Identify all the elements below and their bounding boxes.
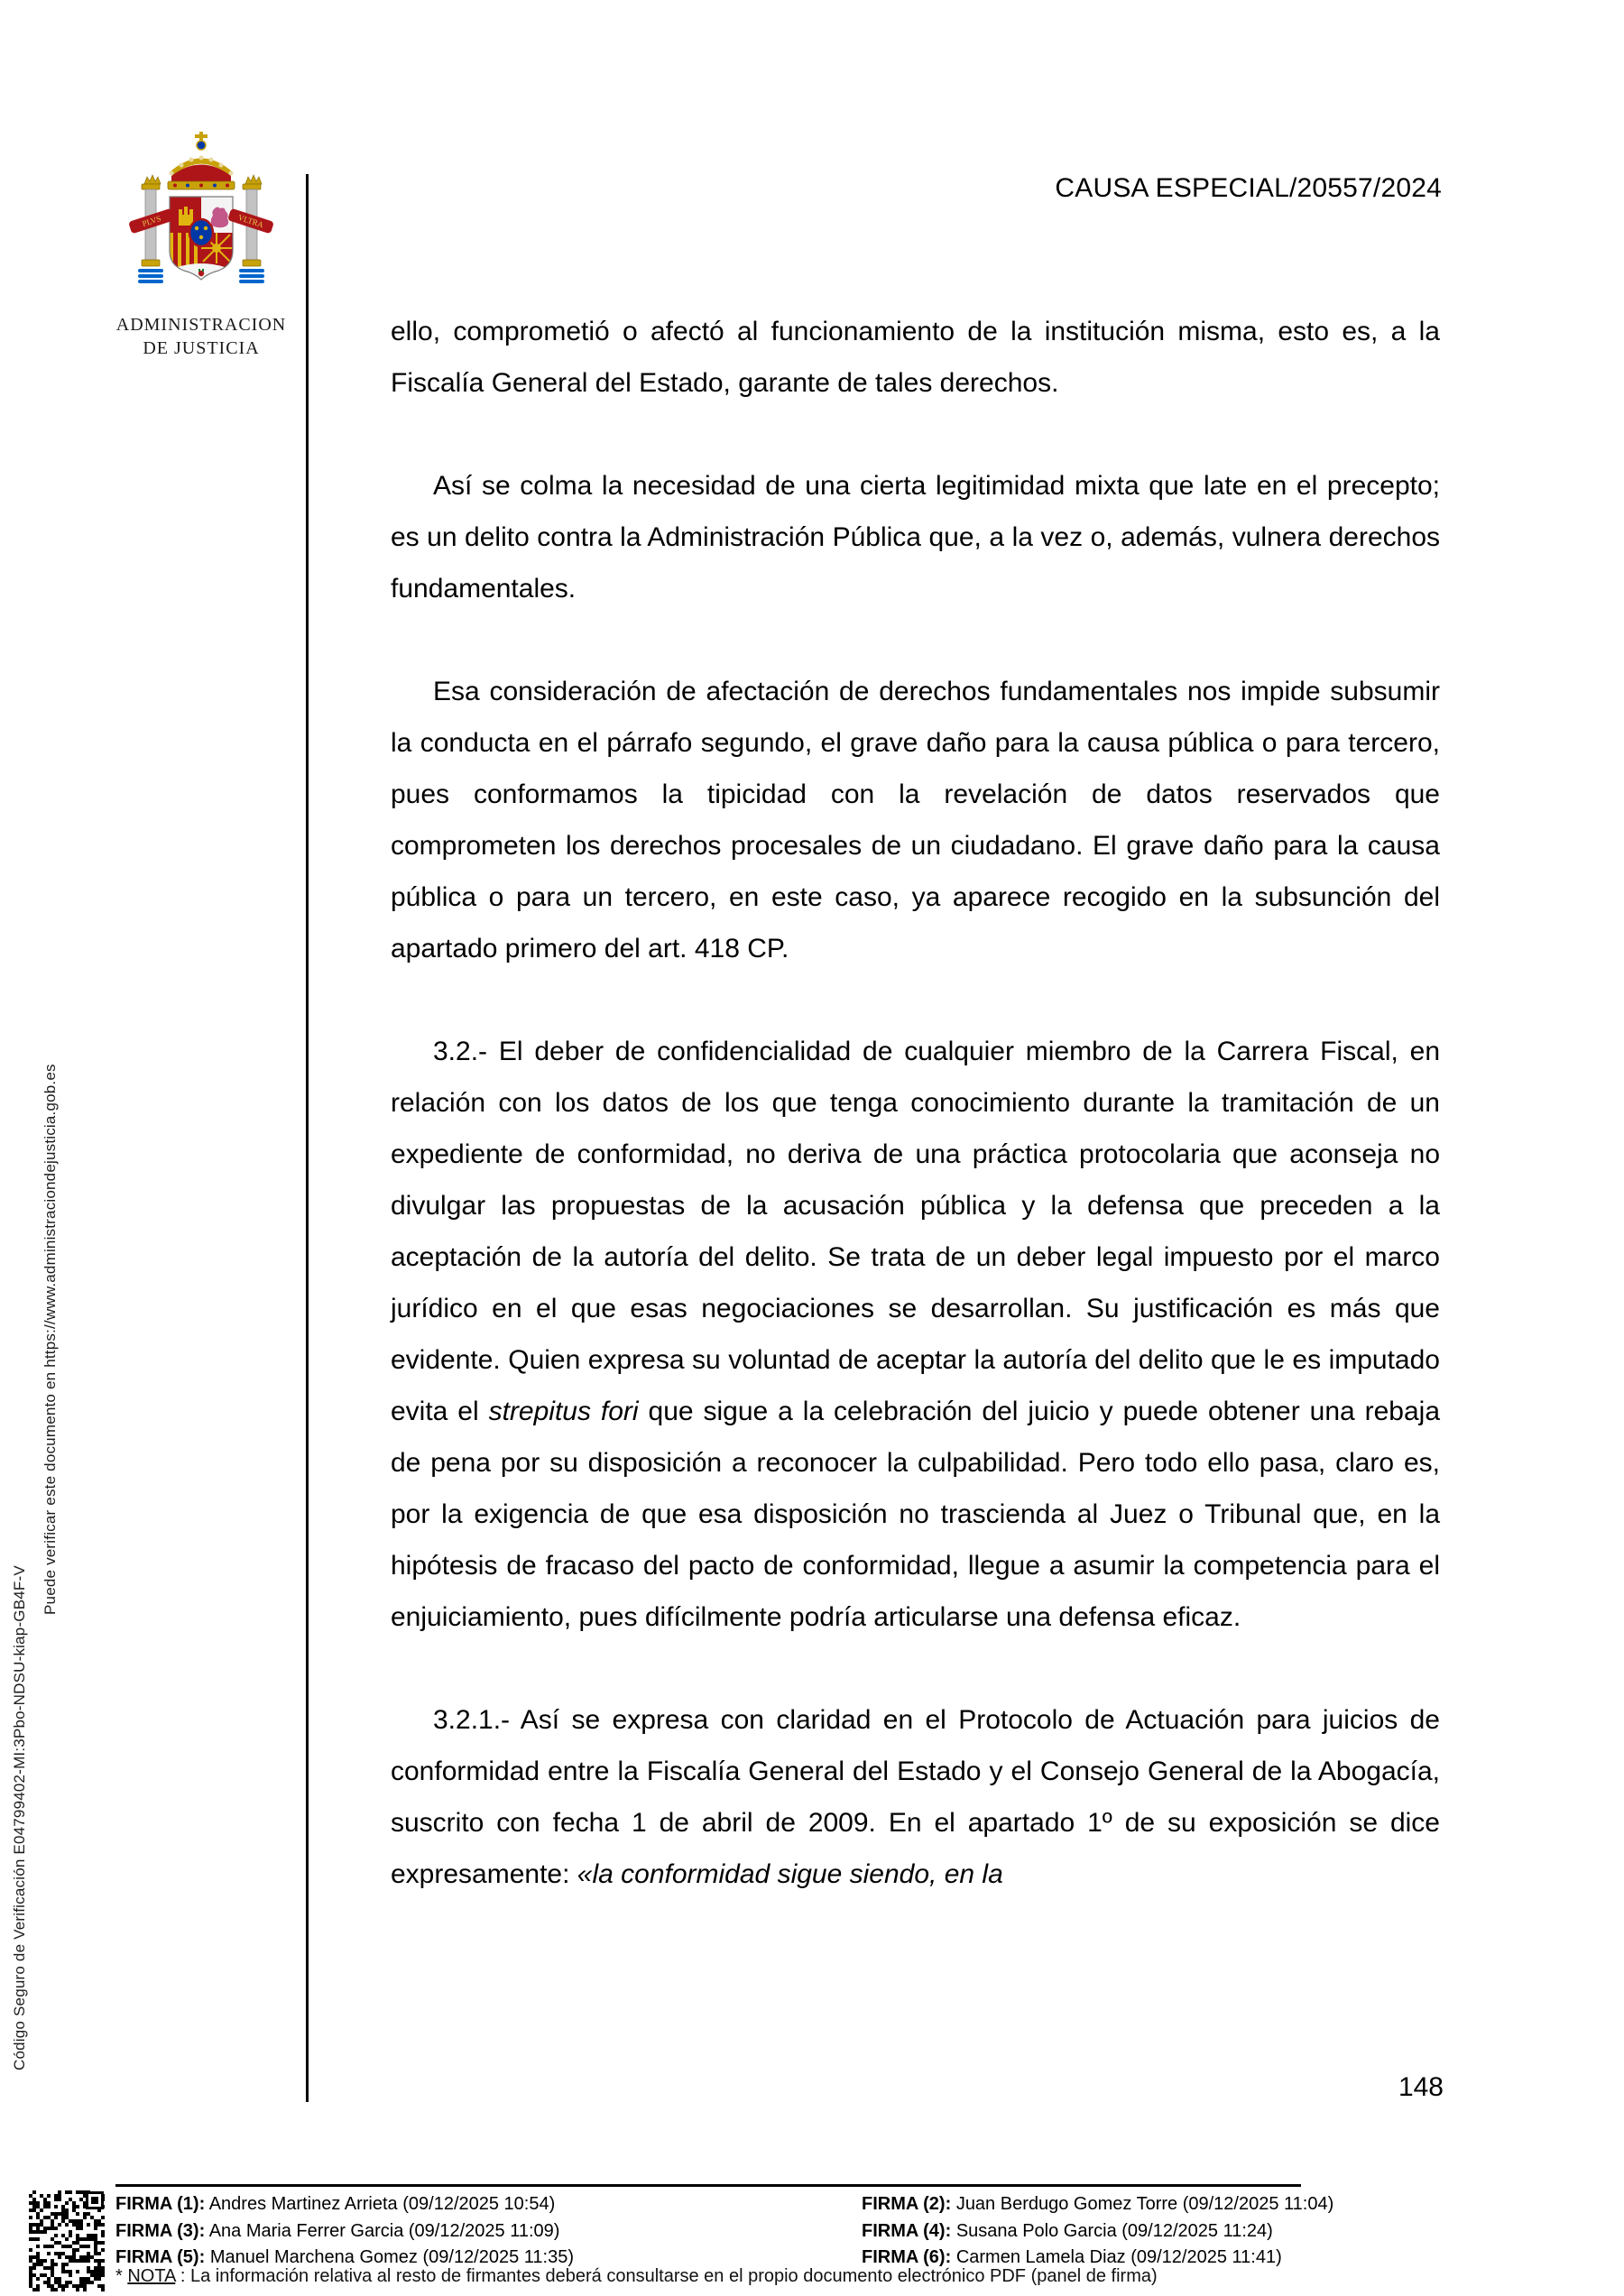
signature-1-value: Andres Martinez Arrieta (09/12/2025 10:54) (208, 2194, 556, 2214)
royal-crown (168, 132, 235, 189)
paragraph-5 (391, 1694, 1440, 1900)
signature-6-value: Carmen Lamela Diaz (09/12/2025 11:41) (955, 2247, 1282, 2267)
case-reference: CAUSA ESPECIAL/20557/2024 (1055, 173, 1442, 203)
qr-code (29, 2190, 105, 2291)
signature-3-label: FIRMA (3): (115, 2220, 206, 2241)
paragraph-4-text-a: 3.2.- El deber de confidencialidad de cualquier miembro de la Carrera Fiscal, en relación con los datos de los que tenga conocimiento durante la tramitación de un expediente de conformidad, no deriva de una práctica protocolaria que aconseja no divulgar las propuestas de la acusación pública y la defensa que preceden a la aceptación de la autoría del delito. Se trata de un deber legal impuesto por el marco jurídico en el que esas negociaciones se desarrollan. Su justificación es más que evidente. Quien expresa su voluntad de aceptar la autoría del delito que le es imputado evita el (391, 1037, 1440, 1426)
document-body (391, 306, 1440, 1951)
paragraph-2 (391, 460, 1440, 614)
footer-note-label: NOTA (127, 2266, 176, 2286)
signature-5-label: FIRMA (5): (115, 2247, 206, 2267)
footer-divider (115, 2184, 1301, 2187)
footer-note (115, 2266, 1158, 2287)
paragraph-1-text: ello, comprometió o afectó al funcionamiento de la institución misma, esto es, a la Fiscalía General del Estado, garante de tales derechos. (391, 317, 1440, 398)
paragraph-1 (391, 306, 1440, 409)
shield (170, 197, 233, 285)
secure-verification-code: Código Seguro de Verificación E04799402-MI:3Pbo-NDSU-kiap-GB4F-V (11, 1565, 28, 2070)
signature-3-value: Ana Maria Ferrer Garcia (09/12/2025 11:09) (208, 2220, 560, 2241)
signature-4-value: Susana Polo Garcia (09/12/2025 11:24) (955, 2220, 1273, 2241)
paragraph-4-latin-term: strepitus fori (488, 1397, 639, 1426)
qr-finder-pattern (86, 2191, 104, 2209)
signature-1-label: FIRMA (1): (115, 2194, 206, 2214)
margin-divider-line (306, 174, 309, 2102)
signature-2-label: FIRMA (2): (862, 2194, 952, 2214)
footer-note-text: : La información relativa al resto de firmantes deberá consultarse en el propio documento electrónico PDF (panel de firma) (175, 2266, 1158, 2286)
signature-4-label: FIRMA (4): (862, 2220, 952, 2241)
paragraph-2-text: Así se colma la necesidad de una cierta legitimidad mixta que late en el precepto; es un delito contra la Administración Pública que, a la vez o, además, vulnera derechos fundamentales. (391, 471, 1440, 604)
signature-block (115, 2191, 1613, 2272)
paragraph-3-text: Esa consideración de afectación de derechos fundamentales nos impide subsumir la conducta en el párrafo segundo, el grave daño para la causa pública o para tercero, pues conformamos la tipicidad con la revelación de datos reservados que comprometen los derechos procesales de un ciudadano. El grave daño para la causa pública o para un tercero, en este caso, ya aparece recogido en la subsunción del apartado primero del art. 418 CP. (391, 677, 1440, 964)
justice-emblem (106, 132, 296, 359)
paragraph-4-text-b: que sigue a la celebración del juicio y puede obtener una rebaja de pena por su disposición a reconocer la culpabilidad. Pero todo ello pasa, claro es, por la exigencia de que esa disposición no trascienda al Juez o Tribunal que, en la hipótesis de fracaso del pacto de conformidad, llegue a asumir la competencia para el enjuiciamiento, pues difícilmente podría articularse una defensa eficaz. (391, 1397, 1441, 1632)
signature-entry-1 (115, 2191, 862, 2218)
signature-entry-3 (115, 2218, 862, 2245)
paragraph-5-quote: «la conformidad sigue siendo, en la (577, 1859, 1003, 1889)
footer-note-prefix: * (115, 2266, 128, 2286)
motto-left-label: PLVS (141, 213, 162, 229)
spain-coat-of-arms-icon (124, 132, 279, 312)
paragraph-3 (391, 666, 1440, 974)
paragraph-5-text: 3.2.1.- Así se expresa con claridad en el Protocolo de Actuación para juicios de conformidad entre la Fiscalía General del Estado y el Consejo General de la Abogacía, suscrito con fecha 1 de abril de 2009. En el apartado 1º de su exposición se dice expresamente: (391, 1705, 1440, 1889)
signature-entry-2 (862, 2191, 1613, 2218)
org-name-line1: ADMINISTRACION (115, 315, 287, 335)
verification-url-text: Puede verificar este documento en https://www.administraciondejusticia.gob.es (42, 1064, 59, 1615)
signature-6-label: FIRMA (6): (862, 2247, 952, 2267)
motto-right-label: VLTRA (236, 212, 265, 230)
signature-5-value: Manuel Marchena Gomez (09/12/2025 11:35) (209, 2247, 575, 2267)
signature-2-value: Juan Berdugo Gomez Torre (09/12/2025 11:04) (955, 2194, 1334, 2214)
org-name-line2: DE JUSTICIA (143, 338, 260, 358)
page-number: 148 (1398, 2072, 1444, 2102)
signature-entry-4 (862, 2218, 1613, 2245)
paragraph-4 (391, 1026, 1440, 1643)
